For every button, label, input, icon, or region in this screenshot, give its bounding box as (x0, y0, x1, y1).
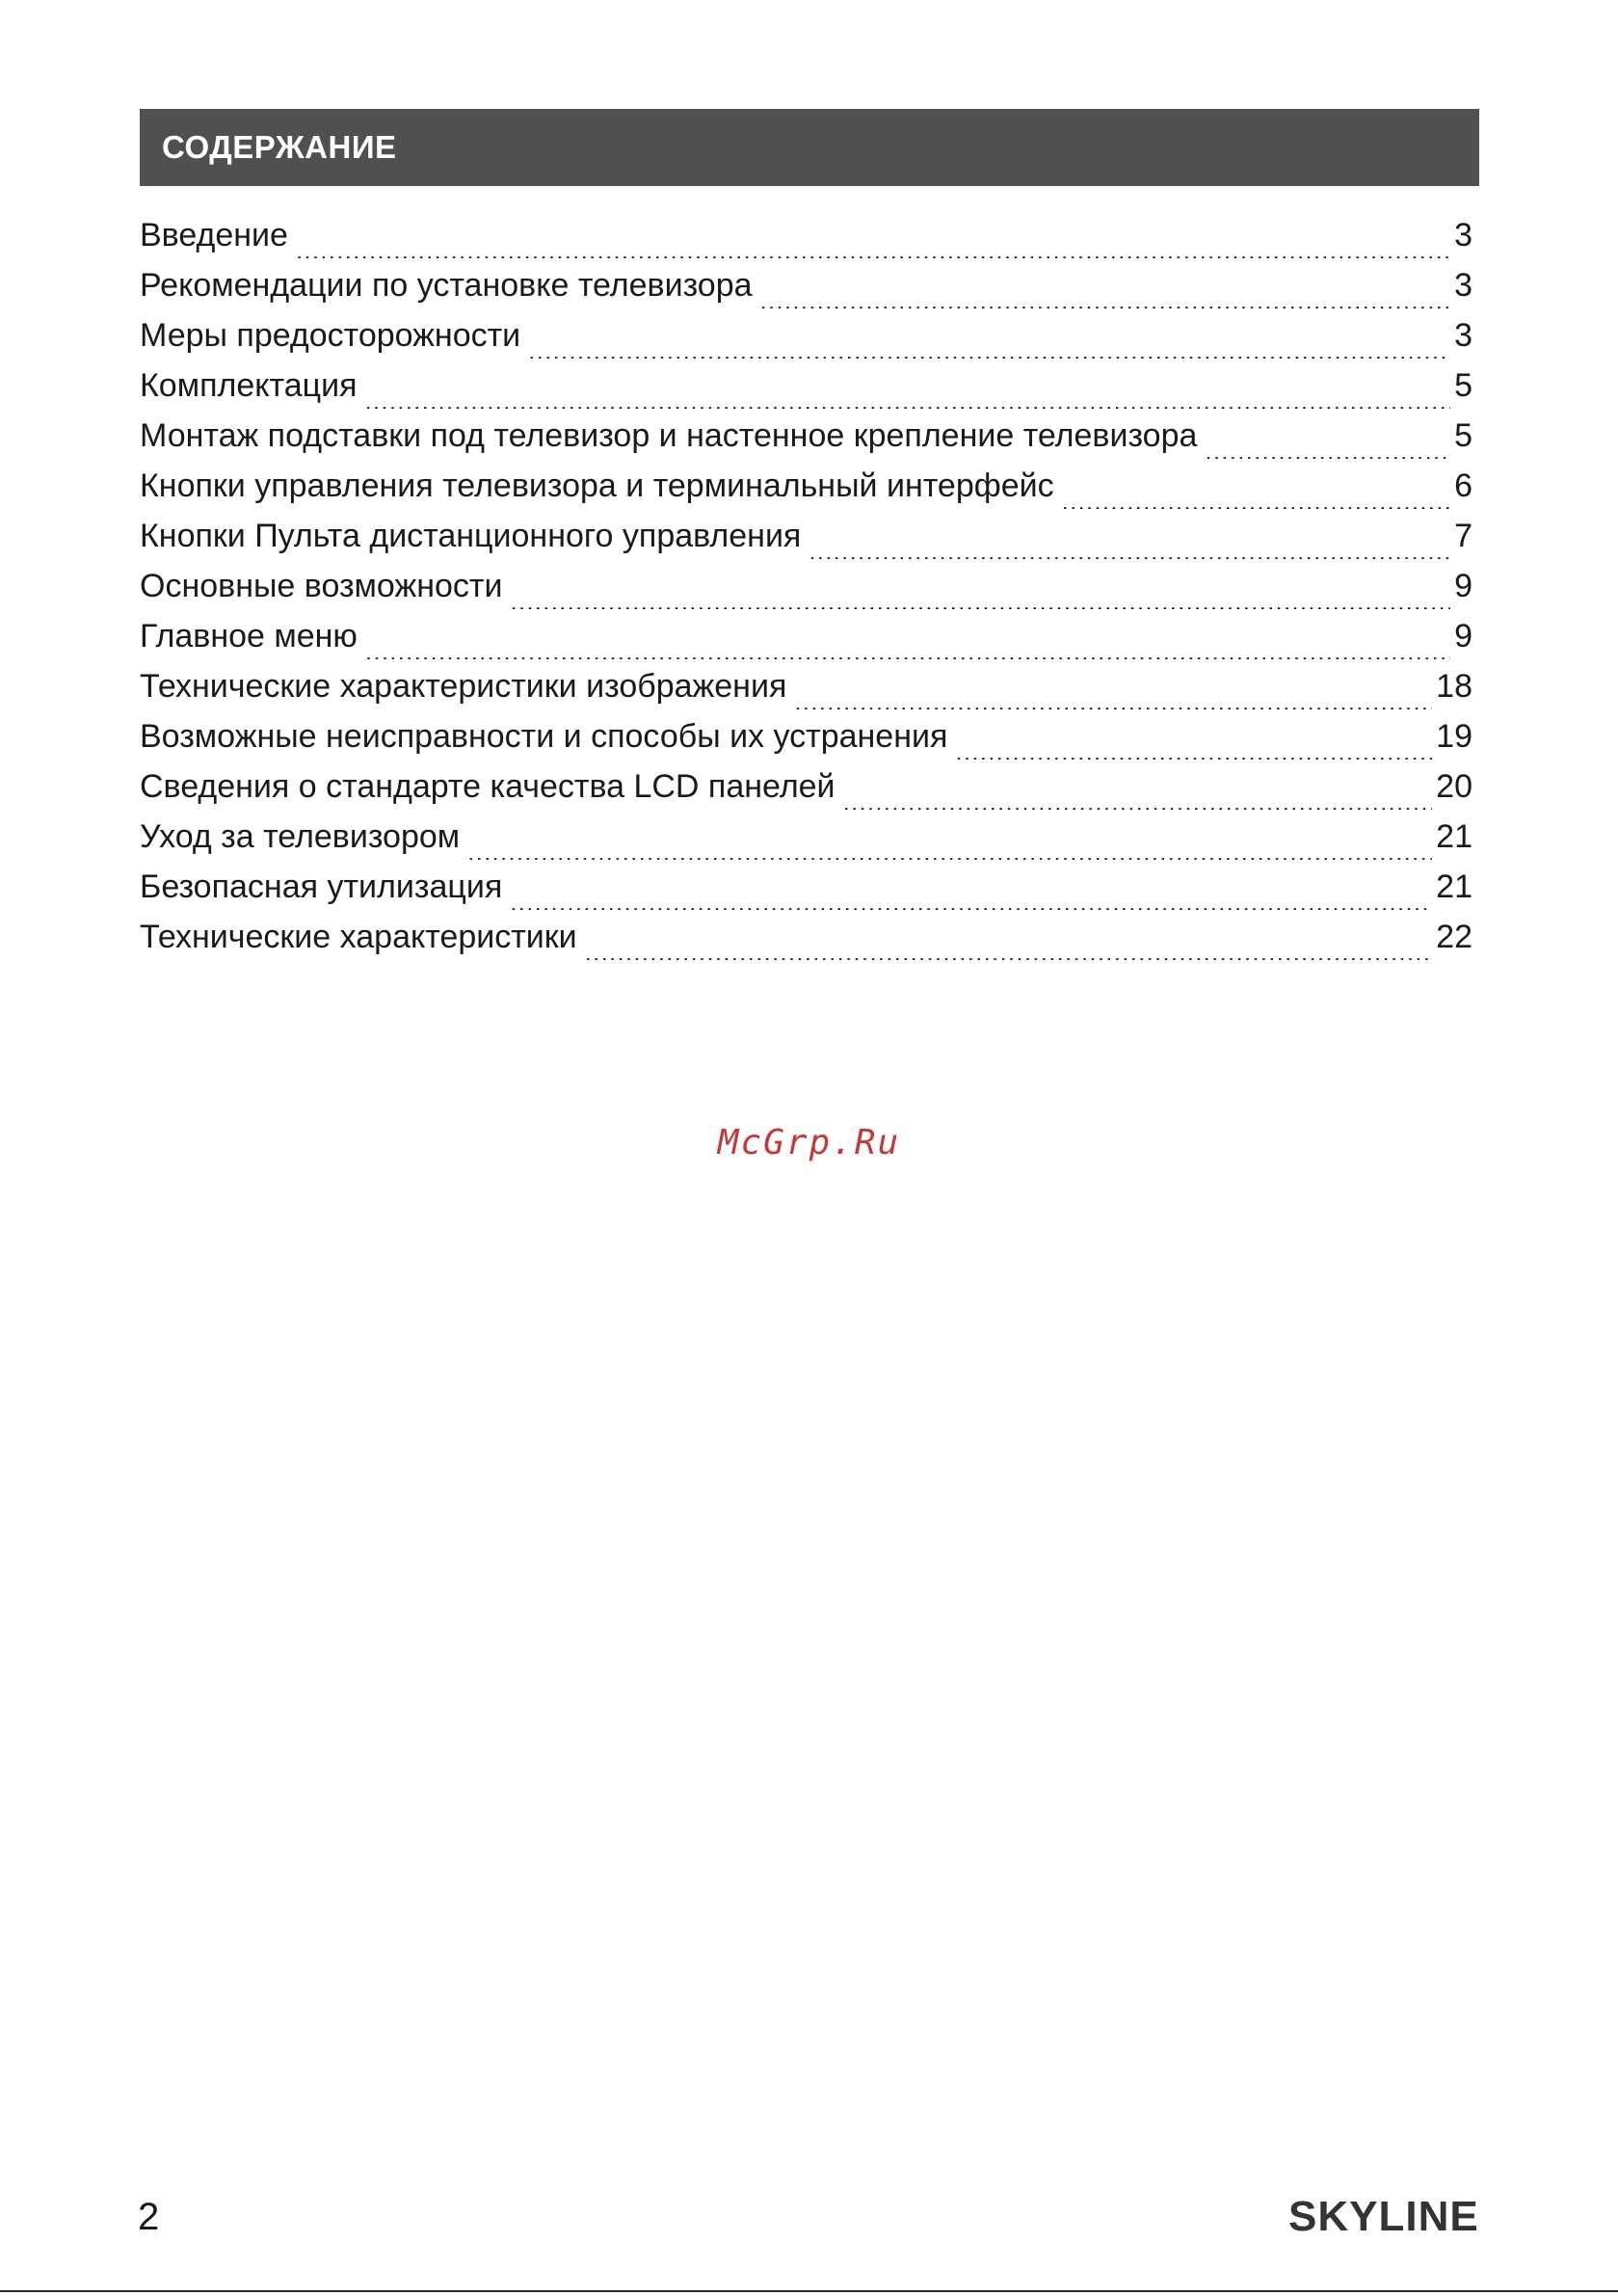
toc-entry-page: 21 (1436, 818, 1472, 855)
dot-leader (1205, 426, 1450, 459)
page-number: 2 (138, 2196, 160, 2238)
dot-leader (760, 276, 1451, 308)
toc-entry-page: 18 (1436, 668, 1472, 705)
toc-entry-page: 9 (1454, 568, 1472, 604)
toc-entry[interactable] (140, 360, 1472, 411)
toc-entry-page: 3 (1454, 267, 1472, 304)
dot-leader (528, 326, 1450, 359)
dot-leader (467, 827, 1432, 860)
toc-entry-page: 21 (1436, 868, 1472, 905)
toc-entry[interactable] (140, 411, 1472, 461)
toc-entry[interactable] (140, 461, 1472, 511)
brand-logo: SKYLINE (1288, 2193, 1479, 2240)
toc-entry-title: Возможные неисправности и способы их устранения (140, 718, 948, 755)
toc-entry-title: Введение (140, 217, 288, 254)
toc-entry[interactable] (140, 611, 1472, 661)
toc-entry-title: Сведения о стандарте качества LCD панелей (140, 768, 836, 805)
toc-entry-title: Безопасная утилизация (140, 868, 503, 905)
toc-entry-page: 5 (1454, 417, 1472, 454)
toc-heading: СОДЕРЖАНИЕ (162, 129, 397, 165)
toc-entry-title: Главное меню (140, 618, 358, 654)
toc-entry-page: 6 (1454, 467, 1472, 504)
toc-entry[interactable] (140, 912, 1472, 962)
toc-entry[interactable] (140, 511, 1472, 561)
dot-leader (1062, 476, 1450, 509)
dot-leader (365, 627, 1450, 659)
dot-leader (296, 226, 1450, 258)
toc-entry-title: Уход за телевизором (140, 818, 461, 855)
toc-entry[interactable] (140, 310, 1472, 360)
toc-entry-page: 9 (1454, 618, 1472, 654)
dot-leader (843, 777, 1433, 810)
dot-leader (585, 927, 1433, 960)
toc-entry-page: 19 (1436, 718, 1472, 755)
toc-entry-page: 22 (1436, 919, 1472, 955)
toc-entry[interactable] (140, 862, 1472, 912)
toc-entry-title: Рекомендации по установке телевизора (140, 267, 753, 304)
table-of-contents (140, 210, 1472, 962)
bottom-divider (0, 2290, 1618, 2292)
toc-entry-title: Кнопки управления телевизора и терминальный интерфейс (140, 467, 1054, 504)
toc-entry-page: 3 (1454, 217, 1472, 254)
toc-entry-title: Комплектация (140, 367, 358, 404)
toc-entry-title: Кнопки Пульта дистанционного управления (140, 518, 802, 554)
toc-entry[interactable] (140, 761, 1472, 812)
toc-entry-title: Технические характеристики (140, 919, 577, 955)
dot-leader (955, 727, 1432, 760)
toc-entry[interactable] (140, 711, 1472, 761)
dot-leader (510, 576, 1450, 609)
toc-entry-page: 20 (1436, 768, 1472, 805)
toc-entry-title: Монтаж подставки под телевизор и настенное крепление телевизора (140, 417, 1198, 454)
toc-entry-title: Меры предосторожности (140, 317, 521, 354)
toc-entry-page: 5 (1454, 367, 1472, 404)
watermark-text: McGrp.Ru (717, 1123, 901, 1162)
toc-entry[interactable] (140, 210, 1472, 260)
toc-header-bar (140, 109, 1479, 186)
dot-leader (794, 677, 1432, 709)
toc-entry-title: Основные возможности (140, 568, 503, 604)
toc-entry[interactable] (140, 661, 1472, 711)
toc-entry[interactable] (140, 561, 1472, 611)
toc-entry-title: Технические характеристики изображения (140, 668, 787, 705)
toc-entry[interactable] (140, 260, 1472, 310)
toc-entry[interactable] (140, 812, 1472, 862)
dot-leader (364, 376, 1450, 409)
dot-leader (510, 877, 1432, 910)
toc-entry-page: 7 (1454, 518, 1472, 554)
dot-leader (809, 526, 1450, 559)
toc-entry-page: 3 (1454, 317, 1472, 354)
